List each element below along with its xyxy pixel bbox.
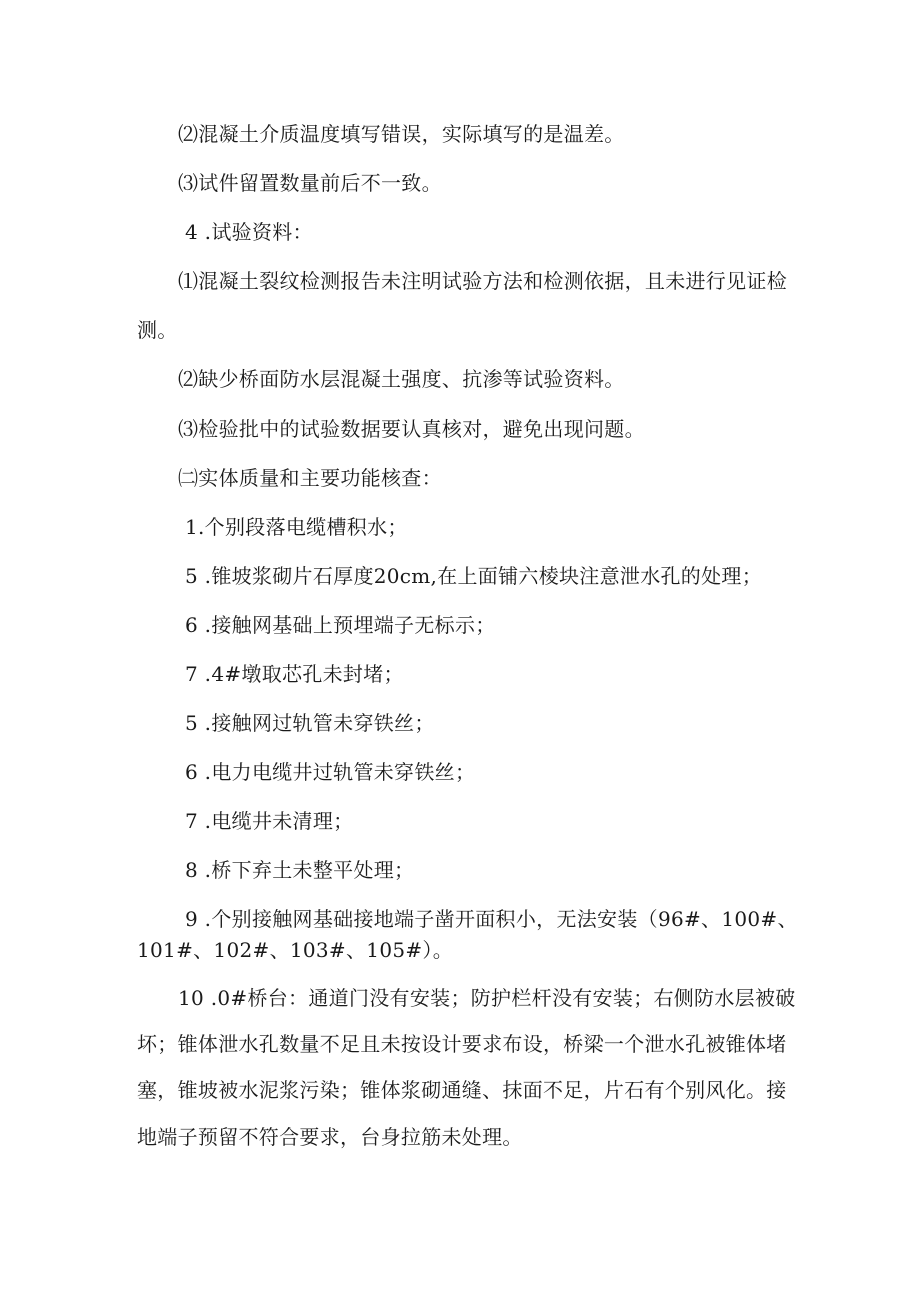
list-item-continuation: 坏；锥体泄水孔数量不足且未按设计要求布设，桥梁一个泄水孔被锥体堵 bbox=[137, 1032, 787, 1056]
list-item: 7 .4#墩取芯孔未封堵； bbox=[185, 662, 404, 686]
text-line: ⑵缺少桥面防水层混凝土强度、抗渗等试验资料。 bbox=[178, 367, 625, 391]
list-item: 1.个别段落电缆槽积水； bbox=[185, 515, 408, 539]
section-heading: ㈡实体质量和主要功能核查： bbox=[178, 466, 442, 490]
list-item-continuation: 101#、102#、103#、105#）。 bbox=[137, 938, 454, 962]
text-line: 测。 bbox=[137, 318, 178, 342]
text-line: ⑶试件留置数量前后不一致。 bbox=[178, 171, 442, 195]
section-heading: 4 .试验资料： bbox=[185, 220, 313, 244]
list-item: 9 .个别接触网基础接地端子凿开面积小，无法安装（96#、100#、 bbox=[185, 907, 798, 931]
list-item: 6 .接触网基础上预埋端子无标示； bbox=[185, 613, 496, 637]
text-line: ⑵混凝土介质温度填写错误，实际填写的是温差。 bbox=[178, 122, 625, 146]
list-item: 5 .锥坡浆砌片石厚度20cm,在上面铺六棱块注意泄水孔的处理； bbox=[185, 564, 763, 588]
list-item: 10 .0#桥台：通道门没有安装；防护栏杆没有安装；右侧防水层被破 bbox=[178, 986, 796, 1010]
list-item-continuation: 地端子预留不符合要求，台身拉筋未处理。 bbox=[137, 1125, 523, 1149]
list-item: 5 .接触网过轨管未穿铁丝； bbox=[185, 711, 435, 735]
list-item: 7 .电缆井未清理； bbox=[185, 809, 354, 833]
text-line: ⑴混凝土裂纹检测报告未注明试验方法和检测依据，且未进行见证检 bbox=[178, 269, 787, 293]
list-item-continuation: 塞，锥坡被水泥浆污染；锥体浆砌通缝、抹面不足，片石有个别风化。接 bbox=[137, 1078, 787, 1102]
text-line: ⑶检验批中的试验数据要认真核对，避免出现问题。 bbox=[178, 417, 645, 441]
list-item: 8 .桥下弃土未整平处理； bbox=[185, 858, 415, 882]
list-item: 6 .电力电缆井过轨管未穿铁丝； bbox=[185, 760, 476, 784]
